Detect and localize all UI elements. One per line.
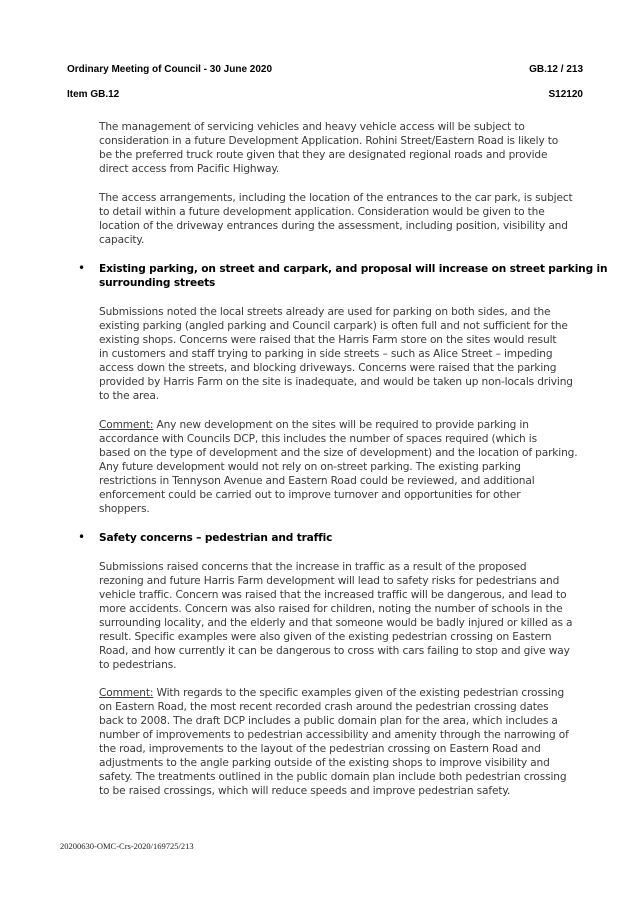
document-footer-reference: 20200630-OMC-Crs-2020/169725/213 [60,841,194,851]
bullet-icon: • [78,530,86,544]
text-line-content: shoppers. [99,503,150,515]
text-line-content: vehicle traffic. Concern was raised that the increased traffic will be dangerous, and lead to [99,589,567,601]
comment-safety [99,686,589,798]
text-line-content: to pedestrians. [99,659,177,671]
text-line [99,305,589,319]
text-line-content: rezoning and future Harris Farm development will lead to safety risks for pedestrians and [99,575,560,587]
text-line [99,460,589,474]
text-line-content: existing parking (angled parking and Council carpark) is often full and not sufficient for the [99,320,568,332]
text-line [99,474,589,488]
text-line-content: Existing parking, on street and carpark, and proposal will increase on street parking in [99,263,608,275]
text-line [99,502,589,516]
text-line-content: provided by Harris Farm on the site is inadequate, and would be taken up non-locals driving [99,376,573,388]
text-line-content: direct access from Pacific Highway. [99,163,280,175]
text-line [99,120,589,134]
text-line [99,742,589,756]
comment-label: Comment: [99,687,154,699]
text-line-content: capacity. [99,234,145,246]
text-line [99,319,589,333]
text-line [99,418,589,432]
text-line-content: result. Specific examples were also given of the existing pedestrian crossing on Eastern [99,631,552,643]
text-line-content: restrictions in Tennyson Avenue and Eastern Road could be reviewed, and additional [99,475,535,487]
text-line-content: more accidents. Concern was also raised for children, noting the number of schools in the [99,603,563,615]
bullet-icon: • [78,261,86,275]
text-line [99,333,589,347]
text-line [99,588,589,602]
text-line [99,728,589,742]
text-line [99,616,589,630]
text-line [99,276,589,290]
text-line-content: based on the type of development and the size of development) and the location of parking. [99,447,578,459]
text-line [99,361,589,375]
text-line-content: access down the streets, and blocking driveways. Concerns were raised that the parking [99,362,557,374]
text-line-content: on Eastern Road, the most recent recorded crash around the pedestrian crossing dates [99,701,549,713]
text-line-content: to detail within a future development application. Consideration would be given to the [99,206,545,218]
text-line [99,574,589,588]
text-line [99,770,589,784]
text-line [99,714,589,728]
text-line [99,644,589,658]
text-line [99,686,589,700]
text-line-content: surrounding streets [99,277,216,289]
meeting-title: Ordinary Meeting of Council - 30 June 2020 [67,64,273,75]
text-line-content: Submissions raised concerns that the increase in traffic as a result of the proposed [99,561,527,573]
text-line-content: With regards to the specific examples given of the existing pedestrian crossing [153,687,565,699]
text-line-content: Submissions noted the local streets already are used for parking on both sides, and the [99,306,551,318]
text-line [99,630,589,644]
text-line [99,162,589,176]
text-line [99,262,608,276]
text-line [99,148,589,162]
text-line-content: accordance with Councils DCP, this includes the number of spaces required (which is [99,433,537,445]
text-line-content: the road, improvements to the layout of the pedestrian crossing on Eastern Road and [99,743,541,755]
text-line [99,531,589,545]
heading-existing-parking [99,262,608,290]
paragraph-safety-submissions [99,560,589,672]
page-reference: GB.12 / 213 [529,64,583,75]
heading-safety-concerns [99,531,589,545]
text-line [99,191,589,205]
text-line [99,134,589,148]
text-line-content: Any new development on the sites will be required to provide parking in [153,419,529,431]
text-line-content: The management of servicing vehicles and heavy vehicle access will be subject to [99,121,525,133]
text-line-content: to the area. [99,390,159,402]
text-line-content: back to 2008. The draft DCP includes a public domain plan for the area, which includes a [99,715,558,727]
comment-parking [99,418,589,516]
item-number: Item GB.12 [67,89,120,100]
text-line [99,784,589,798]
text-line [99,389,589,403]
text-line [99,205,589,219]
text-line-content: location of the driveway entrances during the assessment, including position, visibility and [99,220,568,232]
text-line [99,219,589,233]
paragraph-servicing-vehicles [99,120,589,176]
text-line [99,375,589,389]
paragraph-access-arrangements [99,191,589,247]
text-line-content: surrounding locality, and the elderly and that someone would be badly injured or killed as a [99,617,573,629]
text-line-content: in customers and staff trying to parking in side streets – such as Alice Street – impeding [99,348,553,360]
text-line-content: Road, and how currently it can be dangerous to cross with cars failing to stop and give way [99,645,570,657]
comment-label: Comment: [99,419,154,431]
text-line-content: adjustments to the angle parking outside of the existing shops to improve visibility and [99,757,550,769]
text-line-content: existing shops. Concerns were raised that the Harris Farm store on the sites would result [99,334,557,346]
text-line [99,602,589,616]
text-line [99,658,589,672]
text-line-content: to be raised crossings, which will reduce speeds and improve pedestrian safety. [99,785,511,797]
text-line [99,233,589,247]
text-line-content: be the preferred truck route given that they are designated regional roads and provide [99,149,548,161]
text-line [99,488,589,502]
text-line [99,700,589,714]
text-line-content: enforcement could be carried out to improve turnover and opportunities for other [99,489,521,501]
paragraph-parking-submissions [99,305,589,403]
file-reference: S12120 [548,89,583,100]
text-line-content: safety. The treatments outlined in the public domain plan include both pedestrian crossing [99,771,567,783]
text-line [99,756,589,770]
text-line [99,560,589,574]
text-line-content: Any future development would not rely on on-street parking. The existing parking [99,461,521,473]
text-line [99,347,589,361]
text-line-content: consideration in a future Development Application. Rohini Street/Eastern Road is likely to [99,135,559,147]
text-line [99,446,589,460]
text-line [99,432,589,446]
text-line-content: Safety concerns – pedestrian and traffic [99,532,333,544]
text-line-content: The access arrangements, including the location of the entrances to the car park, is subject [99,192,573,204]
text-line-content: number of improvements to pedestrian accessibility and amenity through the narrowing of [99,729,569,741]
